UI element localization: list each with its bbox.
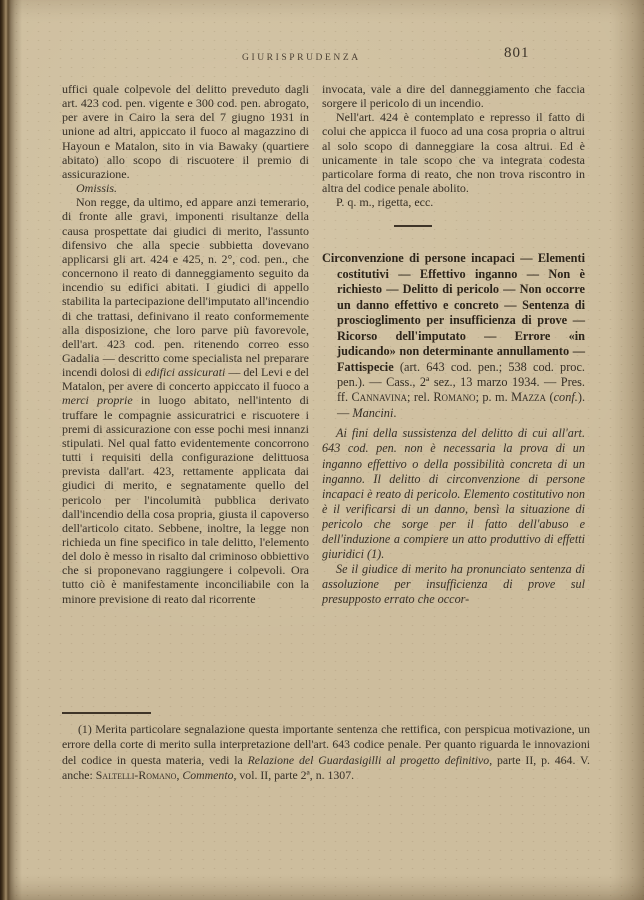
footnote-separator-rule xyxy=(62,712,151,714)
smallcaps-name: Cannavina xyxy=(351,390,408,405)
page-number: 801 xyxy=(504,45,530,61)
text-run: . xyxy=(393,405,397,420)
footnote-text xyxy=(62,722,590,783)
text-run: in luogo abitato, nell'intento di truffare le compagnie assicuratrici e riscuotere i premi di assicurazione con esse pochi mesi innanzi stipulati. Nel qual fatto evidentemente concorrono tutti i requisiti della configurazione delittuosa prevista dall'art. 423, rettamente applicata dai giudici di merito, e segnatamente quello del pericolo per l'incolumità pubblica derivato dall'incendio della cosa propria, giusta il capoverso dell'articolo citato. Sebbene, inoltre, la legge non richieda un fine specifico in tale delitto, l'elemento del dolo è messo in risalto dal criminoso obbiettivo che si proponevano raggiungere i colpevoli. Ora tutto ciò è manifestamente inconciliabile con la minore previsione di reato dal ricorrente xyxy=(62,393,309,606)
text-run: (art. 643 cod. pen.; 538 cod. proc. pen.). — Cass., 2ª sez., 13 marzo 1934. — Pres. ff. xyxy=(337,359,585,405)
text-run: invocata, vale a dire del danneggiamento che faccia sorgere il pericolo di un incendio. xyxy=(322,82,585,111)
text-run: ). — xyxy=(337,390,586,420)
text-run: — del Levi e del Matalon, per avere di concerto appiccato il fuoco a xyxy=(62,365,310,394)
text-run: ; rel. xyxy=(407,390,434,405)
italic-text: Relazione del Guardasigilli al progetto definitivo xyxy=(247,752,490,767)
text-run: Non regge, da ultimo, ed appare anzi temerario, di fronte alle gravi, imponenti risultanze della causa prospettate dai giudici di merito, l'assunto difensivo che alla specie subbietta dovevano applicarsi gli art. 424 e 425, n. 2°, cod. pen., che concernono il reato di danneggiamento seguito da incendio su edifici abitati. I giudici di appello stabilita la partecipazione dell'imputato all'incendio di che trattasi, definivano il reato conformemente alla disposizione, che loro parve più favorevole, dell'art. 423 cod. pen. ritenendo correo esso Gadalia — descritto come specialista nel preparare incendi dolosi di xyxy=(62,195,309,380)
section-divider-rule xyxy=(394,225,432,227)
text-run: ( xyxy=(546,390,554,405)
case-text-continuation xyxy=(62,82,309,181)
smallcaps-name: Saltelli-Romano xyxy=(95,767,177,782)
case-headnote xyxy=(322,251,585,421)
court-reasoning-paragraph xyxy=(322,110,585,195)
right-text-column xyxy=(322,82,585,608)
text-run: , parte II, p. 464. V. anche: xyxy=(62,752,590,782)
running-title: GIURISPRUDENZA xyxy=(242,53,361,63)
smallcaps-name: Mazza xyxy=(511,390,547,405)
court-reasoning-paragraph xyxy=(62,195,309,606)
text-run: P. q. m., rigetta, ecc. xyxy=(336,195,434,210)
text-run: uffici quale colpevole del delitto preveduto dagli art. 423 cod. pen. vigente e 300 cod. pen. abrogato, per avere in Cairo la sera del 7 giugno 1931 in unione ad altri, appiccato il fuoco al magazzino di Hayoun e Matalon, sito in via Bawaky (quartiere abitato) allo scopo di riscuotere il premio di assicurazione. xyxy=(62,82,309,181)
text-run: Nell'art. 424 è contemplato e represso il fatto di colui che appicca il fuoco ad una cosa propria o altrui al solo scopo di danneggiare la cosa altrui. Ed è unicamente in tale scopo che va integrata codesta particolare forma di reato, che non trova riscontro in altra del codice penale abolito. xyxy=(322,110,585,196)
text-run: ; p. m. xyxy=(475,390,512,405)
smallcaps-name: Romano xyxy=(433,390,476,405)
text-run: (1) Merita particolare segnalazione questa importante sentenza che rettifica, con perspicua motivazione, un errore della corte di merito sulla interpretazione dell'art. 643 codice penale. Per quanto riguarda le innovazioni del codice in questa materia, vedi la xyxy=(62,722,590,767)
italic-text: Omissis. xyxy=(76,181,118,196)
italic-text: edifici assicurati xyxy=(145,365,226,380)
text-run: Ai fini della sussistenza del delitto di cui all'art. 643 cod. pen. non è necessaria la prova di un inganno effettivo o della possibilità concreta di un inganno. Il delitto di circonvenzione di persone incapaci è reato di pericolo. Elemento costitutivo non è il verificarsi di un danno, bensì la situazione di pericolo che sorge per il fatto dell'abuso e dell'induzione a compiere un atto produttivo di effetti giuridici (1). xyxy=(322,426,585,562)
book-binding-shadow xyxy=(0,0,22,900)
italic-text: merci proprie xyxy=(62,393,133,408)
italic-text: conf. xyxy=(553,390,578,405)
dispositive-formula xyxy=(322,195,585,209)
bold-text: Circonvenzione di persone incapaci — Elementi costitutivi — Effettivo inganno — Non è richiesto — Delitto di pericolo — Non occorre un danno effettivo e concreto — Sentenza di proscioglimento per insufficienza di prove — Ricorso dell'imputato — Errore «in judicando» non determinante annullamento — Fattispecie xyxy=(322,251,585,374)
text-run: Se il giudice di merito ha pronunciato sentenza di assoluzione per insufficienza di prove sul presupposto errato che occor- xyxy=(322,562,585,607)
maxim-paragraph xyxy=(322,426,585,562)
left-text-column xyxy=(62,82,309,606)
italic-text: Commento xyxy=(182,767,234,782)
case-text-continuation xyxy=(322,82,585,110)
omissis-line xyxy=(62,181,309,195)
text-run: , xyxy=(176,767,183,782)
text-run: , vol. II, parte 2ª, n. 1307. xyxy=(233,767,355,782)
footnote xyxy=(62,722,590,783)
italic-text: Mancini xyxy=(352,405,394,420)
maxim-paragraph xyxy=(322,562,585,607)
